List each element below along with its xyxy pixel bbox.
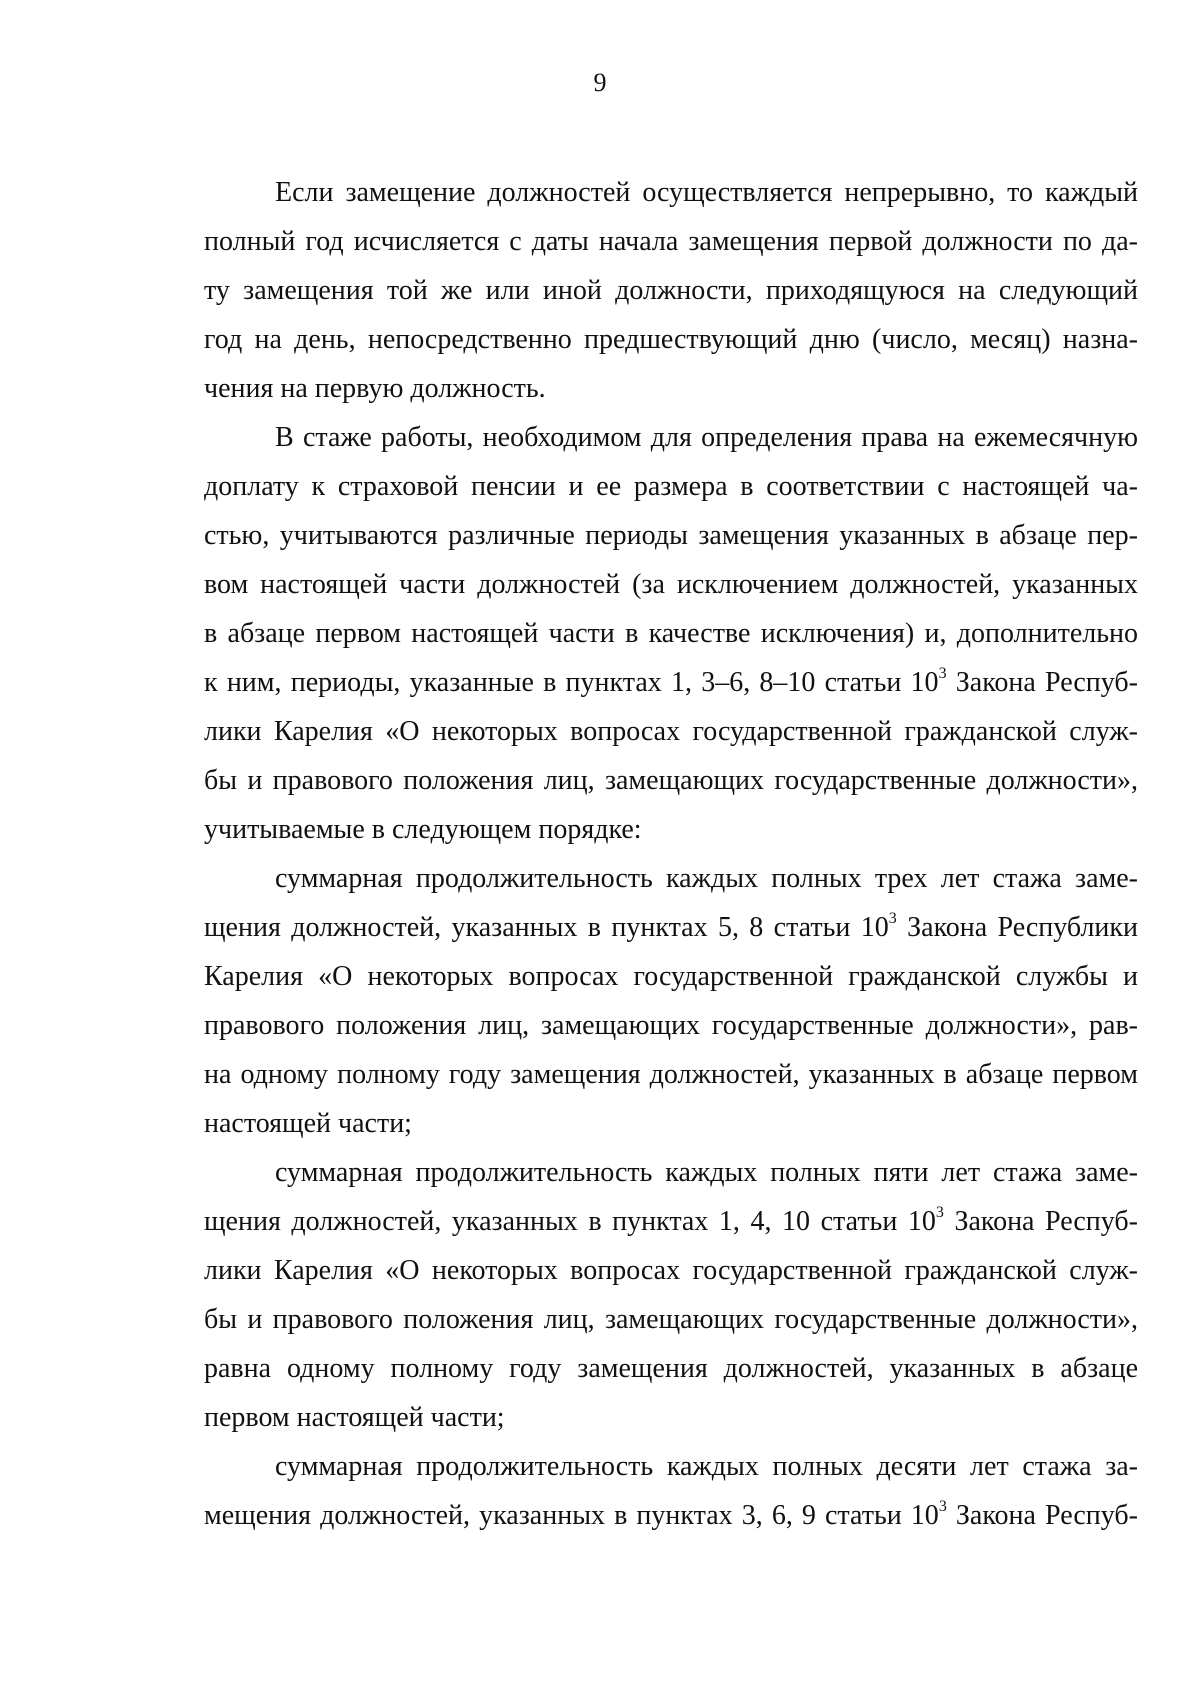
document-body	[204, 168, 1138, 1540]
text-line: год на день, непосредственно предшествующий дню (число, месяц) назна-	[204, 324, 1138, 355]
superscript: 3	[938, 1497, 947, 1515]
text-line: равна одному полному году замещения должностей, указанных в абзаце	[204, 1353, 1138, 1384]
text-line: В стаже работы, необходимом для определения права на ежемесячную	[275, 422, 1138, 453]
text-line: чения на первую должность.	[204, 373, 546, 404]
text-run: Закона Респуб-	[943, 1206, 1138, 1237]
superscript: 3	[888, 909, 897, 927]
text-line: ту замещения той же или иной должности, приходящуюся на следующий	[204, 275, 1138, 306]
text-line: полный год исчисляется с даты начала замещения первой должности по да-	[204, 226, 1138, 257]
text-line: суммарная продолжительность каждых полных трех лет стажа заме-	[275, 863, 1138, 894]
superscript: 3	[938, 664, 947, 682]
paragraph	[204, 1442, 1138, 1540]
text-line: настоящей части;	[204, 1108, 412, 1139]
text-line: стью, учитываются различные периоды замещения указанных в абзаце пер-	[204, 520, 1138, 551]
text-run: Закона Респуб-	[946, 1500, 1138, 1531]
text-line	[204, 1197, 1138, 1246]
text-line: лики Карелия «О некоторых вопросах государственной гражданской служ-	[204, 716, 1138, 747]
text-line: доплату к страховой пенсии и ее размера в соответствии с настоящей ча-	[204, 471, 1138, 502]
text-line: на одному полному году замещения должностей, указанных в абзаце первом	[204, 1059, 1138, 1090]
text-line	[204, 903, 1138, 952]
text-run: щения должностей, указанных в пунктах 5, 8 статьи 10	[204, 912, 889, 943]
text-run: мещения должностей, указанных в пунктах 3, 6, 9 статьи 10	[204, 1500, 939, 1531]
page-number: 9	[593, 68, 607, 97]
paragraph	[204, 1148, 1138, 1442]
text-line: бы и правового положения лиц, замещающих государственные должности»,	[204, 765, 1138, 796]
text-line	[204, 1491, 1138, 1540]
text-line: первом настоящей части;	[204, 1402, 505, 1433]
text-line: в абзаце первом настоящей части в качестве исключения) и, дополнительно	[204, 618, 1138, 649]
text-run: щения должностей, указанных в пунктах 1, 4, 10 статьи 10	[204, 1206, 936, 1237]
text-line	[204, 658, 1138, 707]
text-line: суммарная продолжительность каждых полных десяти лет стажа за-	[275, 1451, 1138, 1482]
paragraph	[204, 854, 1138, 1148]
superscript: 3	[935, 1203, 944, 1221]
text-run: Закона Республики	[896, 912, 1139, 943]
text-run: к ним, периоды, указанные в пунктах 1, 3–6, 8–10 статьи 10	[204, 667, 939, 698]
text-line: Если замещение должностей осуществляется непрерывно, то каждый	[275, 177, 1138, 208]
text-run: Закона Респуб-	[946, 667, 1138, 698]
text-line: учитываемые в следующем порядке:	[204, 814, 642, 845]
text-line: лики Карелия «О некоторых вопросах государственной гражданской служ-	[204, 1255, 1138, 1286]
paragraph	[204, 413, 1138, 854]
text-line: вом настоящей части должностей (за исключением должностей, указанных	[204, 569, 1138, 600]
text-line: правового положения лиц, замещающих государственные должности», рав-	[204, 1010, 1138, 1041]
text-line: суммарная продолжительность каждых полных пяти лет стажа заме-	[275, 1157, 1138, 1188]
paragraph	[204, 168, 1138, 413]
text-line: бы и правового положения лиц, замещающих государственные должности»,	[204, 1304, 1138, 1335]
text-line: Карелия «О некоторых вопросах государственной гражданской службы и	[204, 961, 1138, 992]
